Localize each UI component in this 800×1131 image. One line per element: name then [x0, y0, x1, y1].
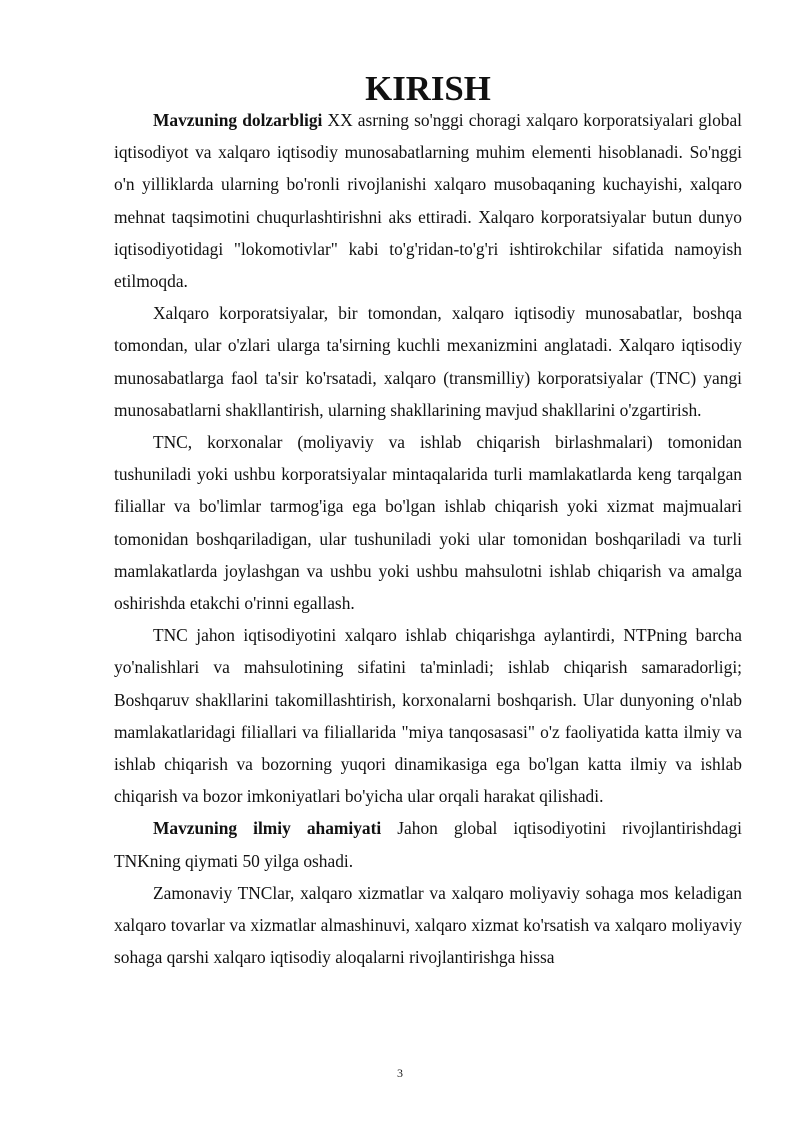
paragraph-text: TNC jahon iqtisodiyotini xalqaro ishlab chiqarishga aylantirdi, NTPning barcha yo'nalishlari va mahsulotining sifatini ta'minladi; ishlab chiqarish samaradorligi; Boshqaruv shakllarini takomillashtirish, korxonalarni boshqarish. Ular dunyoning o'nlab mamlakatlaridagi filiallari va filiallarida "miya tanqosasasi" o'z faoliyatida katta ilmiy va ishlab chiqarish va bozorning yuqori dinamikasiga ega bo'lgan katta ilmiy va ishlab chiqarish va bozor imkoniyatlari bo'yicha ular orqali harakat qilishadi. [114, 625, 742, 807]
paragraph-tnc-definition [114, 426, 742, 619]
paragraph-lead: Mavzuning dolzarbligi [153, 110, 323, 130]
paragraph-scientific-significance [114, 812, 742, 876]
paragraph-modern-tnc [114, 877, 742, 974]
paragraph-tnc-economy [114, 619, 742, 812]
paragraph-corporations [114, 297, 742, 426]
paragraph-text: TNC, korxonalar (moliyaviy va ishlab chiqarish birlashmalari) tomonidan tushuniladi yoki ushbu korporatsiyalar mintaqalarida turli mamlakatlarda keng tarqalgan filiallar va bo'limlar tarmog'iga ega bo'lgan ishlab chiqarish yoki xizmat majmualari tomonidan boshqariladigan, ular tushuniladi yoki ular tomonidan boshqariladi va turli mamlakatlarda joylashgan va ushbu yoki ushbu mahsulotni ishlab chiqarish va amalga oshirishda etakchi o'rinni egallash. [114, 432, 742, 614]
paragraph-text: XX asrning so'nggi choragi xalqaro korporatsiyalari global iqtisodiyot va xalqaro iqtisodiy munosabatlarning muhim elementi hisoblanadi. So'nggi o'n yilliklarda ularning bo'ronli rivojlanishi xalqaro musobaqaning kuchayishi, xalqaro mehnat taqsimotini chuqurlashtirishni aks ettiradi. Xalqaro korporatsiyalar butun dunyo iqtisodiyotidagi "lokomotivlar" kabi to'g'ridan-to'g'ri ishtirokchilar sifatida namoyish etilmoqda. [114, 110, 743, 292]
paragraph-text: Zamonaviy TNClar, xalqaro xizmatlar va xalqaro moliyaviy sohaga mos keladigan xalqaro tovarlar va xizmatlar almashinuvi, xalqaro xizmat ko'rsatish va xalqaro moliyaviy sohaga qarshi xalqaro iqtisodiy aloqalarni rivojlantirishga hissa [114, 882, 742, 968]
paragraph-relevance [114, 104, 742, 297]
page-number: 3 [397, 1066, 403, 1080]
document-page [114, 69, 743, 973]
paragraph-text: Jahon global iqtisodiyotini rivojlantirishdagi TNKning qiymati 50 yilga oshadi. [114, 818, 742, 871]
paragraph-text: Xalqaro korporatsiyalar, bir tomondan, xalqaro iqtisodiy munosabatlar, boshqa tomondan, ular o'zlari ularga ta'sirning kuchli mexanizmini anglatadi. Xalqaro iqtisodiy munosabatlarga faol ta'sir ko'rsatadi, xalqaro (transmilliy) korporatsiyalar (TNC) yangi munosabatlarni shakllantirish, ularning shakllarining mavjud shakllarini o'zgartirish. [114, 303, 742, 420]
document-title: KIRISH [365, 69, 491, 108]
paragraph-lead: Mavzuning ilmiy ahamiyati [153, 818, 382, 839]
